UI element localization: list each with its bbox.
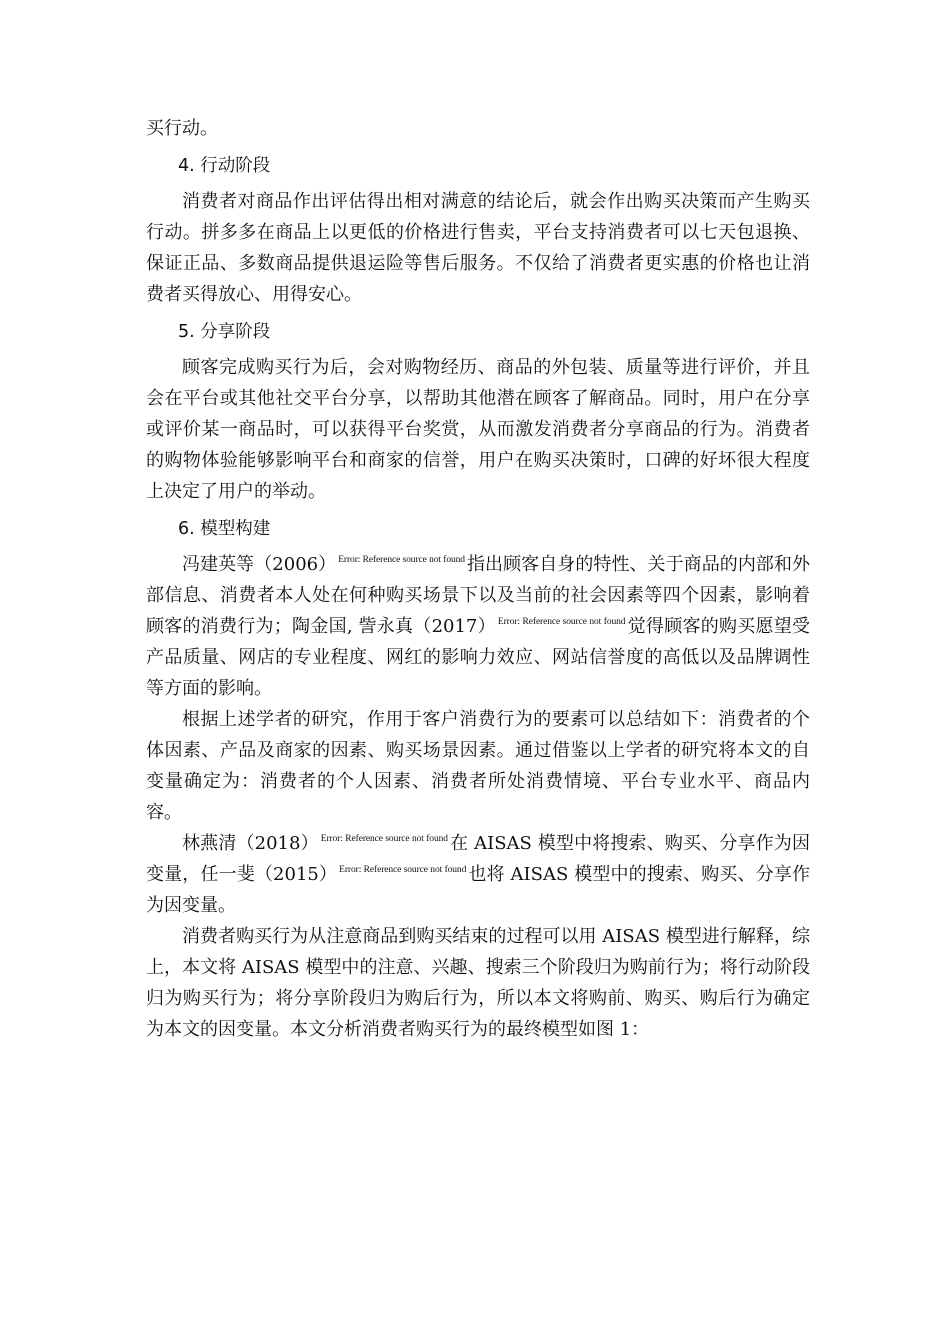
text-segment: 也将 AISAS 模型中的搜索、购买、分享作为因变量。 <box>146 864 810 916</box>
paragraph-final-model: 消费者购买行为从注意商品到购买结束的过程可以用 AISAS 模型进行解释，综上，本文将 AISAS 模型中的注意、兴趣、搜索三个阶段归为购前行为；将行动阶段归为购买行为；将分享阶段归为购后行为，所以本文将购前、购买、购后行为确定为本文的因变量。本文分析消费者购买行为的最终模型如图 1： <box>146 926 810 1040</box>
heading-model-construction: 6. 模型构建 <box>178 519 271 539</box>
text-segment: 觉得顾客的购买愿望受产品质量、网店的专业程度、网红的影响力效应、网站信誉度的高低以及品牌调性等方面的影响。 <box>146 616 810 699</box>
reference-error-marker: Error: Reference source not found <box>497 617 626 627</box>
paragraph-action-stage: 消费者对商品作出评估得出相对满意的结论后，就会作出购买决策而产生购买行动。拼多多在商品上以更低的价格进行售卖，平台支持消费者可以七天包退换、保证正品、多数商品提供退运险等售后服务。不仅给了消费者更实惠的价格也让消费者买得放心、用得安心。 <box>146 191 810 305</box>
reference-error-marker: Error: Reference source not found <box>338 555 465 565</box>
heading-action-stage: 4. 行动阶段 <box>178 156 271 176</box>
paragraph-share-stage: 顾客完成购买行为后，会对购物经历、商品的外包装、质量等进行评价，并且会在平台或其他社交平台分享，以帮助其他潜在顾客了解商品。同时，用户在分享或评价某一商品时，可以获得平台奖赏，从而激发消费者分享商品的行为。消费者的购物体验能够影响平台和商家的信誉，用户在购买决策时，口碑的好坏很大程度上决定了用户的举动。 <box>146 357 810 502</box>
reference-error-marker: Error: Reference source not found <box>339 865 467 875</box>
text-segment: 林燕清（2018） <box>182 833 319 854</box>
heading-share-stage: 5. 分享阶段 <box>178 322 271 342</box>
paragraph-model-scholars <box>146 549 810 704</box>
paragraph-continuation: 买行动。 <box>146 118 218 139</box>
paragraph-dependent-variables <box>146 828 810 921</box>
text-segment: 指出顾客自身的特性、关于商品的内部和外部信息、消费者本人处在何种购买场景下以及当前的社会因素等四个因素，影响着顾客的消费行为；陶金国, 訾永真（2017） <box>146 554 811 637</box>
paragraph-independent-variables: 根据上述学者的研究，作用于客户消费行为的要素可以总结如下：消费者的个体因素、产品及商家的因素、购买场景因素。通过借鉴以上学者的研究将本文的自变量确定为：消费者的个人因素、消费者所处消费情境、平台专业水平、商品内容。 <box>146 709 810 823</box>
text-segment: 冯建英等（2006） <box>182 554 337 575</box>
text-segment: 在 AISAS 模型中将搜索、购买、分享作为因变量，任一斐（2015） <box>146 833 811 885</box>
reference-error-marker: Error: Reference source not found <box>320 834 448 844</box>
document-body <box>146 113 810 1045</box>
